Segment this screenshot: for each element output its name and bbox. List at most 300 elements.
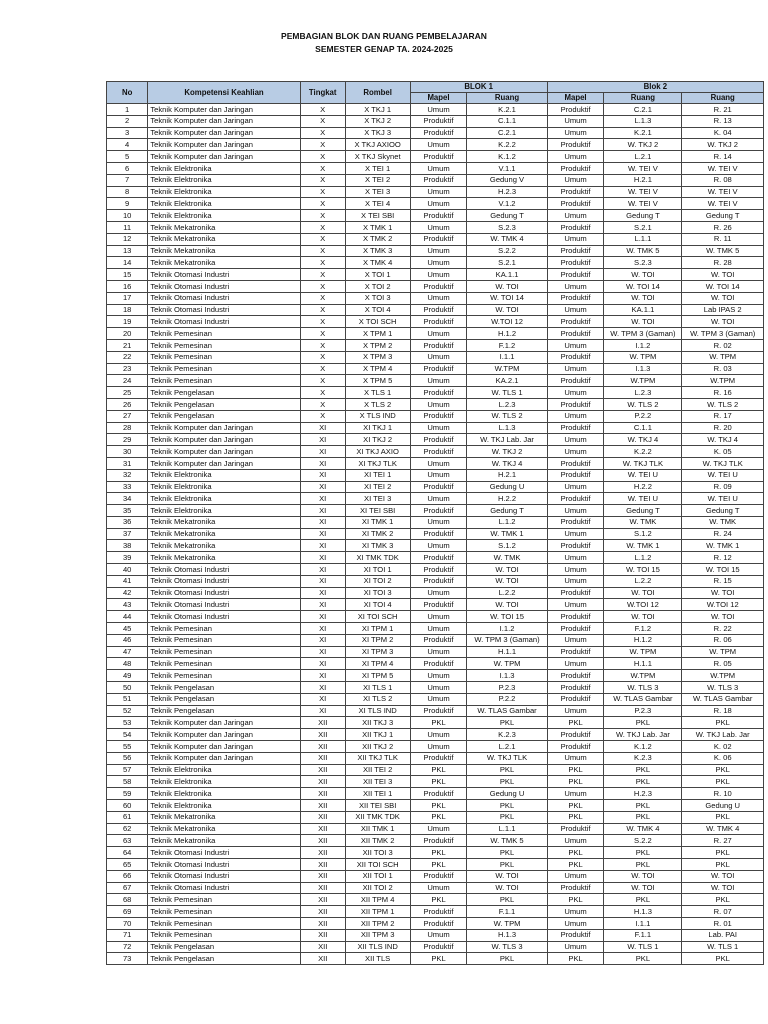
cell-blok2-mapel: Umum xyxy=(547,210,604,222)
cell-blok1-ruang: PKL xyxy=(467,717,547,729)
table-row xyxy=(107,186,764,198)
cell-kompetensi: Teknik Pemesinan xyxy=(148,646,300,658)
cell-rombel: X TLS 2 xyxy=(345,398,410,410)
cell-rombel: X TEI 3 xyxy=(345,186,410,198)
cell-kompetensi: Teknik Elektronika xyxy=(148,469,300,481)
table-row xyxy=(107,741,764,753)
cell-blok1-mapel: Umum xyxy=(410,493,467,505)
cell-rombel: XI TPM 3 xyxy=(345,646,410,658)
cell-rombel: X TPM 3 xyxy=(345,351,410,363)
cell-blok2-ruang-2: R. 16 xyxy=(682,387,764,399)
cell-rombel: XII TEI 2 xyxy=(345,764,410,776)
cell-rombel: X TKJ 1 xyxy=(345,104,410,116)
cell-blok1-mapel: Umum xyxy=(410,741,467,753)
cell-blok2-ruang-2: W. TPM 3 (Gaman) xyxy=(682,328,764,340)
cell-blok1-ruang: K.2.2 xyxy=(467,139,547,151)
cell-rombel: XI TEI SBI xyxy=(345,505,410,517)
cell-blok2-mapel: Produktif xyxy=(547,316,604,328)
cell-blok2-ruang: L.1.3 xyxy=(604,115,682,127)
cell-blok2-ruang: W. TOI xyxy=(604,269,682,281)
cell-blok1-ruang: PKL xyxy=(467,764,547,776)
table-row xyxy=(107,811,764,823)
cell-blok1-ruang: Gedung U xyxy=(467,481,547,493)
title-line-1: PEMBAGIAN BLOK DAN RUANG PEMBELAJARAN xyxy=(281,31,487,41)
cell-kompetensi: Teknik Elektronika xyxy=(148,493,300,505)
cell-no: 53 xyxy=(107,717,148,729)
cell-blok1-ruang: L.2.1 xyxy=(467,741,547,753)
cell-rombel: XI TMK 1 xyxy=(345,516,410,528)
cell-no: 26 xyxy=(107,398,148,410)
cell-blok1-ruang: W. TPM 3 (Gaman) xyxy=(467,634,547,646)
cell-blok1-mapel: PKL xyxy=(410,847,467,859)
cell-blok1-ruang: W. TPM xyxy=(467,658,547,670)
cell-blok2-ruang: W. TOI xyxy=(604,882,682,894)
cell-blok2-ruang: W. TEI V xyxy=(604,186,682,198)
cell-rombel: XI TPM 2 xyxy=(345,634,410,646)
table-row xyxy=(107,245,764,257)
cell-blok1-mapel: PKL xyxy=(410,764,467,776)
cell-rombel: XII TEI SBI xyxy=(345,800,410,812)
cell-blok1-ruang: Gedung V xyxy=(467,174,547,186)
cell-blok2-ruang-2: Gedung T xyxy=(682,210,764,222)
cell-tingkat: XII xyxy=(300,870,345,882)
table-row xyxy=(107,257,764,269)
cell-tingkat: X xyxy=(300,387,345,399)
cell-blok1-ruang: L.1.2 xyxy=(467,516,547,528)
cell-blok2-ruang-2: W. TOI xyxy=(682,316,764,328)
cell-blok1-mapel: Umum xyxy=(410,269,467,281)
table-row xyxy=(107,174,764,186)
cell-rombel: X TEI 2 xyxy=(345,174,410,186)
cell-blok2-ruang-2: W. TEI U xyxy=(682,493,764,505)
cell-blok2-ruang-2: W. TLS 1 xyxy=(682,941,764,953)
cell-no: 29 xyxy=(107,434,148,446)
cell-blok2-ruang: PKL xyxy=(604,776,682,788)
cell-kompetensi: Teknik Pemesinan xyxy=(148,351,300,363)
cell-blok1-mapel: Produktif xyxy=(410,658,467,670)
cell-kompetensi: Teknik Elektronika xyxy=(148,776,300,788)
table-row xyxy=(107,363,764,375)
cell-blok2-ruang: W. TOI xyxy=(604,611,682,623)
cell-blok2-ruang-2: R. 18 xyxy=(682,705,764,717)
cell-no: 8 xyxy=(107,186,148,198)
cell-no: 20 xyxy=(107,328,148,340)
cell-blok2-mapel: Umum xyxy=(547,505,604,517)
cell-blok1-ruang: PKL xyxy=(467,953,547,965)
cell-blok2-ruang-2: R. 12 xyxy=(682,552,764,564)
cell-tingkat: XII xyxy=(300,717,345,729)
table-row xyxy=(107,410,764,422)
cell-rombel: XII TLS xyxy=(345,953,410,965)
cell-blok2-ruang-2: W. TEI V xyxy=(682,162,764,174)
cell-rombel: XI TLS 1 xyxy=(345,682,410,694)
cell-kompetensi: Teknik Elektronika xyxy=(148,198,300,210)
cell-blok1-ruang: K.2.1 xyxy=(467,104,547,116)
cell-blok2-mapel: Produktif xyxy=(547,257,604,269)
table-row xyxy=(107,941,764,953)
cell-tingkat: XII xyxy=(300,929,345,941)
cell-no: 30 xyxy=(107,446,148,458)
cell-rombel: XI TKJ AXIO xyxy=(345,446,410,458)
cell-tingkat: XI xyxy=(300,446,345,458)
cell-no: 70 xyxy=(107,917,148,929)
cell-blok1-mapel: Produktif xyxy=(410,941,467,953)
cell-kompetensi: Teknik Pemesinan xyxy=(148,623,300,635)
cell-blok2-ruang: K.2.1 xyxy=(604,127,682,139)
cell-rombel: XI TMK TDK xyxy=(345,552,410,564)
col-blok2-ruang: Ruang xyxy=(604,93,682,104)
cell-blok1-mapel: Produktif xyxy=(410,304,467,316)
cell-no: 22 xyxy=(107,351,148,363)
table-row xyxy=(107,564,764,576)
cell-blok1-mapel: PKL xyxy=(410,776,467,788)
cell-blok1-ruang: W. TOI 15 xyxy=(467,611,547,623)
cell-rombel: XI TPM 4 xyxy=(345,658,410,670)
cell-rombel: XI TKJ 1 xyxy=(345,422,410,434)
cell-tingkat: XI xyxy=(300,682,345,694)
cell-no: 12 xyxy=(107,233,148,245)
table-row xyxy=(107,469,764,481)
col-no: No xyxy=(107,82,148,104)
cell-rombel: XII TPM 3 xyxy=(345,929,410,941)
title-line-2: SEMESTER GENAP TA. 2024-2025 xyxy=(315,43,453,54)
cell-blok1-ruang: L.2.3 xyxy=(467,398,547,410)
cell-no: 7 xyxy=(107,174,148,186)
cell-blok2-ruang-2: W. TMK 1 xyxy=(682,540,764,552)
cell-no: 14 xyxy=(107,257,148,269)
cell-blok2-mapel: Produktif xyxy=(547,221,604,233)
cell-no: 66 xyxy=(107,870,148,882)
cell-blok2-ruang: PKL xyxy=(604,764,682,776)
cell-blok1-ruang: S.2.3 xyxy=(467,221,547,233)
table-row xyxy=(107,847,764,859)
cell-blok1-ruang: W. TOI xyxy=(467,564,547,576)
cell-blok1-mapel: Produktif xyxy=(410,363,467,375)
cell-blok2-mapel: Produktif xyxy=(547,823,604,835)
cell-tingkat: XII xyxy=(300,906,345,918)
cell-kompetensi: Teknik Elektronika xyxy=(148,210,300,222)
cell-blok1-mapel: Umum xyxy=(410,198,467,210)
cell-kompetensi: Teknik Otomasi Industri xyxy=(148,870,300,882)
cell-blok1-mapel: Umum xyxy=(410,469,467,481)
cell-blok2-ruang-2: W. TKJ 2 xyxy=(682,139,764,151)
cell-tingkat: XI xyxy=(300,422,345,434)
cell-blok2-mapel: Produktif xyxy=(547,929,604,941)
cell-kompetensi: Teknik Komputer dan Jaringan xyxy=(148,127,300,139)
cell-blok2-ruang-2: K. 05 xyxy=(682,446,764,458)
cell-tingkat: X xyxy=(300,363,345,375)
cell-blok2-ruang: P.2.3 xyxy=(604,705,682,717)
cell-blok2-ruang-2: PKL xyxy=(682,764,764,776)
cell-blok2-ruang: PKL xyxy=(604,859,682,871)
cell-blok2-ruang-2: W. TLS 2 xyxy=(682,398,764,410)
cell-no: 37 xyxy=(107,528,148,540)
cell-rombel: XI TEI 2 xyxy=(345,481,410,493)
table-row xyxy=(107,151,764,163)
cell-rombel: XI TMK 2 xyxy=(345,528,410,540)
cell-tingkat: XI xyxy=(300,575,345,587)
cell-tingkat: X xyxy=(300,328,345,340)
cell-blok2-mapel: Produktif xyxy=(547,198,604,210)
cell-tingkat: X xyxy=(300,221,345,233)
cell-blok1-mapel: Umum xyxy=(410,139,467,151)
cell-blok2-ruang: W. TPM 3 (Gaman) xyxy=(604,328,682,340)
cell-rombel: XI TOI 3 xyxy=(345,587,410,599)
cell-kompetensi: Teknik Otomasi Industri xyxy=(148,587,300,599)
cell-blok2-mapel: PKL xyxy=(547,859,604,871)
cell-no: 54 xyxy=(107,729,148,741)
cell-blok2-mapel: Produktif xyxy=(547,611,604,623)
cell-blok1-ruang: L.1.3 xyxy=(467,422,547,434)
cell-kompetensi: Teknik Pemesinan xyxy=(148,906,300,918)
cell-blok2-mapel: PKL xyxy=(547,776,604,788)
cell-blok2-ruang-2: W. TKJ TLK xyxy=(682,457,764,469)
cell-blok2-ruang: W. TOI xyxy=(604,587,682,599)
cell-blok1-mapel: Umum xyxy=(410,351,467,363)
cell-tingkat: XI xyxy=(300,469,345,481)
cell-no: 60 xyxy=(107,800,148,812)
cell-blok2-ruang-2: R. 17 xyxy=(682,410,764,422)
cell-blok2-mapel: Produktif xyxy=(547,398,604,410)
cell-blok1-mapel: Produktif xyxy=(410,127,467,139)
cell-rombel: X TPM 2 xyxy=(345,339,410,351)
cell-kompetensi: Teknik Komputer dan Jaringan xyxy=(148,752,300,764)
cell-blok2-mapel: PKL xyxy=(547,764,604,776)
table-row xyxy=(107,292,764,304)
cell-kompetensi: Teknik Pengelasan xyxy=(148,941,300,953)
cell-blok1-ruang: W. TMK 4 xyxy=(467,233,547,245)
cell-kompetensi: Teknik Pengelasan xyxy=(148,705,300,717)
cell-no: 11 xyxy=(107,221,148,233)
col-rombel: Rombel xyxy=(345,82,410,104)
cell-blok2-ruang-2: W. TEI V xyxy=(682,198,764,210)
cell-rombel: XI TOI 1 xyxy=(345,564,410,576)
cell-rombel: XI TMK 3 xyxy=(345,540,410,552)
cell-blok1-ruang: W. TPM xyxy=(467,917,547,929)
cell-kompetensi: Teknik Mekatronika xyxy=(148,221,300,233)
table-row xyxy=(107,339,764,351)
cell-blok1-ruang: PKL xyxy=(467,776,547,788)
cell-rombel: X TOI SCH xyxy=(345,316,410,328)
cell-kompetensi: Teknik Pemesinan xyxy=(148,363,300,375)
cell-rombel: X TPM 4 xyxy=(345,363,410,375)
cell-tingkat: X xyxy=(300,257,345,269)
table-row xyxy=(107,446,764,458)
table-row xyxy=(107,505,764,517)
cell-blok2-ruang-2: W. TOI 15 xyxy=(682,564,764,576)
cell-blok2-ruang: H.2.3 xyxy=(604,788,682,800)
cell-blok1-ruang: W.TOI 12 xyxy=(467,316,547,328)
cell-tingkat: XII xyxy=(300,953,345,965)
cell-blok2-mapel: Produktif xyxy=(547,493,604,505)
cell-blok2-ruang-2: W. TEI U xyxy=(682,469,764,481)
cell-kompetensi: Teknik Otomasi Industri xyxy=(148,316,300,328)
cell-rombel: XII TMK 1 xyxy=(345,823,410,835)
cell-rombel: XI TOI 2 xyxy=(345,575,410,587)
cell-blok1-ruang: W. TOI xyxy=(467,599,547,611)
cell-blok1-mapel: PKL xyxy=(410,717,467,729)
cell-blok1-ruang: W. TLS 3 xyxy=(467,941,547,953)
table-row xyxy=(107,859,764,871)
cell-blok1-mapel: Umum xyxy=(410,257,467,269)
cell-blok1-ruang: W. TOI xyxy=(467,304,547,316)
cell-blok1-mapel: Umum xyxy=(410,186,467,198)
cell-blok1-mapel: Umum xyxy=(410,682,467,694)
cell-blok2-mapel: PKL xyxy=(547,847,604,859)
cell-no: 52 xyxy=(107,705,148,717)
cell-tingkat: X xyxy=(300,410,345,422)
cell-tingkat: XII xyxy=(300,882,345,894)
cell-blok2-ruang: S.1.2 xyxy=(604,528,682,540)
cell-kompetensi: Teknik Komputer dan Jaringan xyxy=(148,151,300,163)
cell-rombel: X TEI 1 xyxy=(345,162,410,174)
cell-no: 43 xyxy=(107,599,148,611)
cell-blok2-mapel: Produktif xyxy=(547,646,604,658)
col-kompetensi: Kompetensi Keahlian xyxy=(148,82,300,104)
cell-blok2-ruang: L.2.1 xyxy=(604,151,682,163)
cell-blok2-mapel: Umum xyxy=(547,339,604,351)
cell-blok2-mapel: PKL xyxy=(547,717,604,729)
cell-blok1-ruang: PKL xyxy=(467,859,547,871)
table-row xyxy=(107,929,764,941)
cell-tingkat: XI xyxy=(300,505,345,517)
cell-no: 45 xyxy=(107,623,148,635)
cell-blok2-ruang-2: W. TOI xyxy=(682,870,764,882)
cell-blok2-mapel: Produktif xyxy=(547,186,604,198)
cell-kompetensi: Teknik Komputer dan Jaringan xyxy=(148,457,300,469)
cell-blok2-mapel: Produktif xyxy=(547,328,604,340)
table-row xyxy=(107,528,764,540)
cell-blok1-mapel: Produktif xyxy=(410,339,467,351)
cell-blok2-ruang: W. TMK xyxy=(604,516,682,528)
cell-rombel: X TLS 1 xyxy=(345,387,410,399)
cell-rombel: XI TPM 1 xyxy=(345,623,410,635)
cell-blok1-mapel: Umum xyxy=(410,823,467,835)
cell-no: 33 xyxy=(107,481,148,493)
cell-no: 16 xyxy=(107,280,148,292)
cell-no: 42 xyxy=(107,587,148,599)
table-row xyxy=(107,280,764,292)
cell-blok2-ruang: Gedung T xyxy=(604,210,682,222)
cell-blok1-ruang: I.1.1 xyxy=(467,351,547,363)
cell-blok2-mapel: Produktif xyxy=(547,351,604,363)
cell-blok1-ruang: KA.1.1 xyxy=(467,269,547,281)
cell-blok2-ruang: W. TMK 5 xyxy=(604,245,682,257)
cell-blok2-mapel: Umum xyxy=(547,906,604,918)
cell-blok1-mapel: Produktif xyxy=(410,233,467,245)
cell-no: 24 xyxy=(107,375,148,387)
cell-blok1-mapel: Produktif xyxy=(410,752,467,764)
cell-blok1-mapel: Umum xyxy=(410,646,467,658)
cell-blok1-ruang: P.2.2 xyxy=(467,693,547,705)
cell-blok1-ruang: W. TOI 14 xyxy=(467,292,547,304)
table-row xyxy=(107,611,764,623)
cell-rombel: XI TEI 1 xyxy=(345,469,410,481)
table-row xyxy=(107,516,764,528)
cell-rombel: XII TKJ 2 xyxy=(345,741,410,753)
cell-blok2-ruang-2: Gedung U xyxy=(682,800,764,812)
cell-rombel: XI TEI 3 xyxy=(345,493,410,505)
table-row xyxy=(107,269,764,281)
cell-tingkat: X xyxy=(300,233,345,245)
col-blok2-ruang-2: Ruang xyxy=(682,93,764,104)
cell-rombel: XII TEI 3 xyxy=(345,776,410,788)
cell-kompetensi: Teknik Elektronika xyxy=(148,186,300,198)
cell-kompetensi: Teknik Pemesinan xyxy=(148,328,300,340)
cell-blok1-mapel: Umum xyxy=(410,221,467,233)
cell-rombel: XII TKJ 3 xyxy=(345,717,410,729)
table-row xyxy=(107,162,764,174)
cell-blok1-ruang: W. TLAS Gambar xyxy=(467,705,547,717)
cell-blok2-ruang: I.1.1 xyxy=(604,917,682,929)
cell-blok2-ruang-2: PKL xyxy=(682,717,764,729)
cell-blok1-mapel: Umum xyxy=(410,670,467,682)
cell-no: 68 xyxy=(107,894,148,906)
cell-no: 73 xyxy=(107,953,148,965)
cell-blok1-mapel: Produktif xyxy=(410,705,467,717)
cell-kompetensi: Teknik Elektronika xyxy=(148,800,300,812)
cell-blok1-mapel: Produktif xyxy=(410,564,467,576)
cell-tingkat: XI xyxy=(300,434,345,446)
cell-blok2-mapel: Produktif xyxy=(547,104,604,116)
cell-tingkat: XII xyxy=(300,776,345,788)
cell-blok2-ruang: KA.1.1 xyxy=(604,304,682,316)
cell-blok2-ruang: Gedung T xyxy=(604,505,682,517)
cell-blok1-ruang: I.1.3 xyxy=(467,670,547,682)
document-title xyxy=(0,30,768,55)
cell-no: 4 xyxy=(107,139,148,151)
cell-blok2-ruang: W. TMK 4 xyxy=(604,823,682,835)
cell-blok2-ruang: C.2.1 xyxy=(604,104,682,116)
cell-blok1-ruang: PKL xyxy=(467,811,547,823)
cell-no: 35 xyxy=(107,505,148,517)
cell-tingkat: XII xyxy=(300,859,345,871)
cell-tingkat: XI xyxy=(300,587,345,599)
cell-blok2-ruang: PKL xyxy=(604,800,682,812)
cell-kompetensi: Teknik Komputer dan Jaringan xyxy=(148,139,300,151)
cell-blok1-ruang: W. TKJ Lab. Jar xyxy=(467,434,547,446)
table-row xyxy=(107,481,764,493)
cell-blok2-mapel: Umum xyxy=(547,387,604,399)
cell-kompetensi: Teknik Pemesinan xyxy=(148,929,300,941)
cell-no: 62 xyxy=(107,823,148,835)
table-row xyxy=(107,422,764,434)
cell-rombel: X TOI 2 xyxy=(345,280,410,292)
cell-blok2-ruang: K.1.2 xyxy=(604,741,682,753)
cell-blok1-mapel: Produktif xyxy=(410,387,467,399)
cell-kompetensi: Teknik Mekatronika xyxy=(148,540,300,552)
cell-blok1-mapel: PKL xyxy=(410,800,467,812)
cell-blok2-ruang-2: K. 04 xyxy=(682,127,764,139)
cell-kompetensi: Teknik Otomasi Industri xyxy=(148,575,300,587)
cell-tingkat: XII xyxy=(300,800,345,812)
cell-kompetensi: Teknik Otomasi Industri xyxy=(148,280,300,292)
table-row xyxy=(107,623,764,635)
cell-blok2-mapel: Umum xyxy=(547,705,604,717)
cell-no: 31 xyxy=(107,457,148,469)
cell-blok2-ruang: PKL xyxy=(604,894,682,906)
cell-kompetensi: Teknik Pemesinan xyxy=(148,658,300,670)
cell-kompetensi: Teknik Otomasi Industri xyxy=(148,611,300,623)
cell-no: 50 xyxy=(107,682,148,694)
cell-kompetensi: Teknik Elektronika xyxy=(148,764,300,776)
cell-blok2-ruang: W. TPM xyxy=(604,351,682,363)
cell-blok1-ruang: K.2.3 xyxy=(467,729,547,741)
cell-no: 71 xyxy=(107,929,148,941)
cell-tingkat: XI xyxy=(300,670,345,682)
cell-blok2-ruang-2: R. 22 xyxy=(682,623,764,635)
cell-tingkat: XI xyxy=(300,693,345,705)
